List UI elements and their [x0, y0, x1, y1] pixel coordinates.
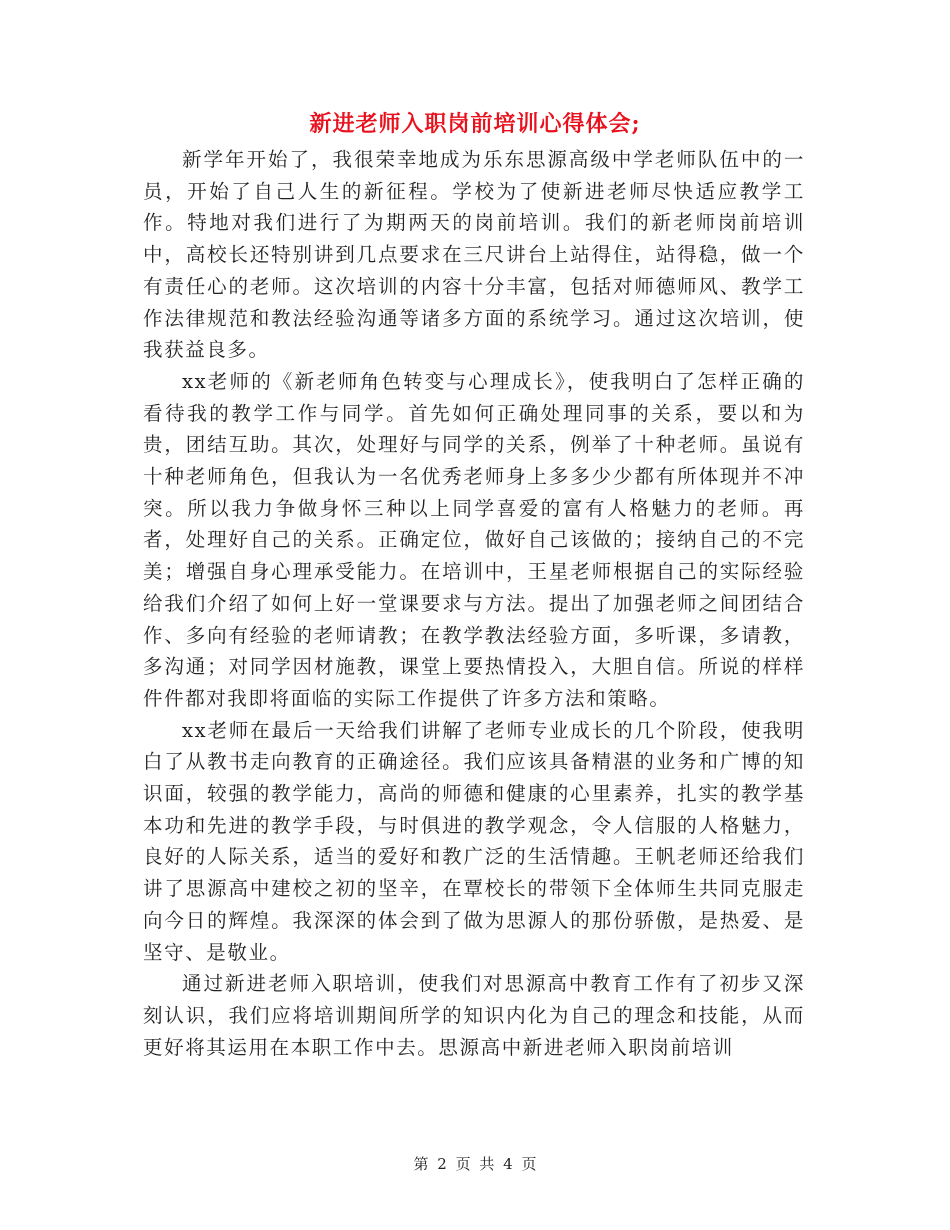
paragraph-4: 通过新进老师入职培训，使我们对思源高中教育工作有了初步又深刻认识，我们应将培训期间所学的知识内化为自己的理念和技能，从而更好将其运用在本职工作中去。思源高中新进老师入职岗前培训 — [143, 972, 805, 1059]
document-body — [143, 144, 805, 1063]
paragraph-3: xx老师在最后一天给我们讲解了老师专业成长的几个阶段，使我明白了从教书走向教育的正确途径。我们应该具备精湛的业务和广博的知识面，较强的教学能力，高尚的师德和健康的心里素养，扎实的教学基本功和先进的教学手段，与时俱进的教学观念，令人信服的人格魅力，良好的人际关系，适当的爱好和教广泛的生活情趣。王帆老师还给我们讲了思源高中建校之初的坚辛，在覃校长的带领下全体师生共同克服走向今日的辉煌。我深深的体会到了做为思源人的那份骄傲，是热爱、是坚守、是敬业。 — [143, 718, 805, 964]
document-title: 新进老师入职岗前培训心得体会; — [309, 111, 641, 137]
page-number-footer: 第 2 页 共 4 页 — [413, 1155, 537, 1173]
paragraph-2: xx老师的《新老师角色转变与心理成长》，使我明白了怎样正确的看待我的教学工作与同学。首先如何正确处理同事的关系，要以和为贵，团结互助。其次，处理好与同学的关系，例举了十种老师。虽说有十种老师角色，但我认为一名优秀老师身上多多少少都有所体现并不冲突。所以我力争做身怀三种以上同学喜爱的富有人格魅力的老师。再者，处理好自己的关系。正确定位，做好自己该做的；接纳自己的不完美；增强自身心理承受能力。在培训中，王星老师根据自己的实际经验给我们介绍了如何上好一堂课要求与方法。提出了加强老师之间团结合作、多向有经验的老师请教；在教学教法经验方面，多听课，多请教，多沟通；对同学因材施教，课堂上要热情投入，大胆自信。所说的样样件件都对我即将面临的实际工作提供了许多方法和策略。 — [143, 369, 805, 710]
paragraph-1: 新学年开始了，我很荣幸地成为乐东思源高级中学老师队伍中的一员，开始了自己人生的新征程。学校为了使新进老师尽快适应教学工作。特地对我们进行了为期两天的岗前培训。我们的新老师岗前培训中，高校长还特别讲到几点要求在三尺讲台上站得住，站得稳，做一个有责任心的老师。这次培训的内容十分丰富，包括对师德师风、教学工作法律规范和教法经验沟通等诸多方面的系统学习。通过这次培训，使我获益良多。 — [143, 148, 805, 362]
